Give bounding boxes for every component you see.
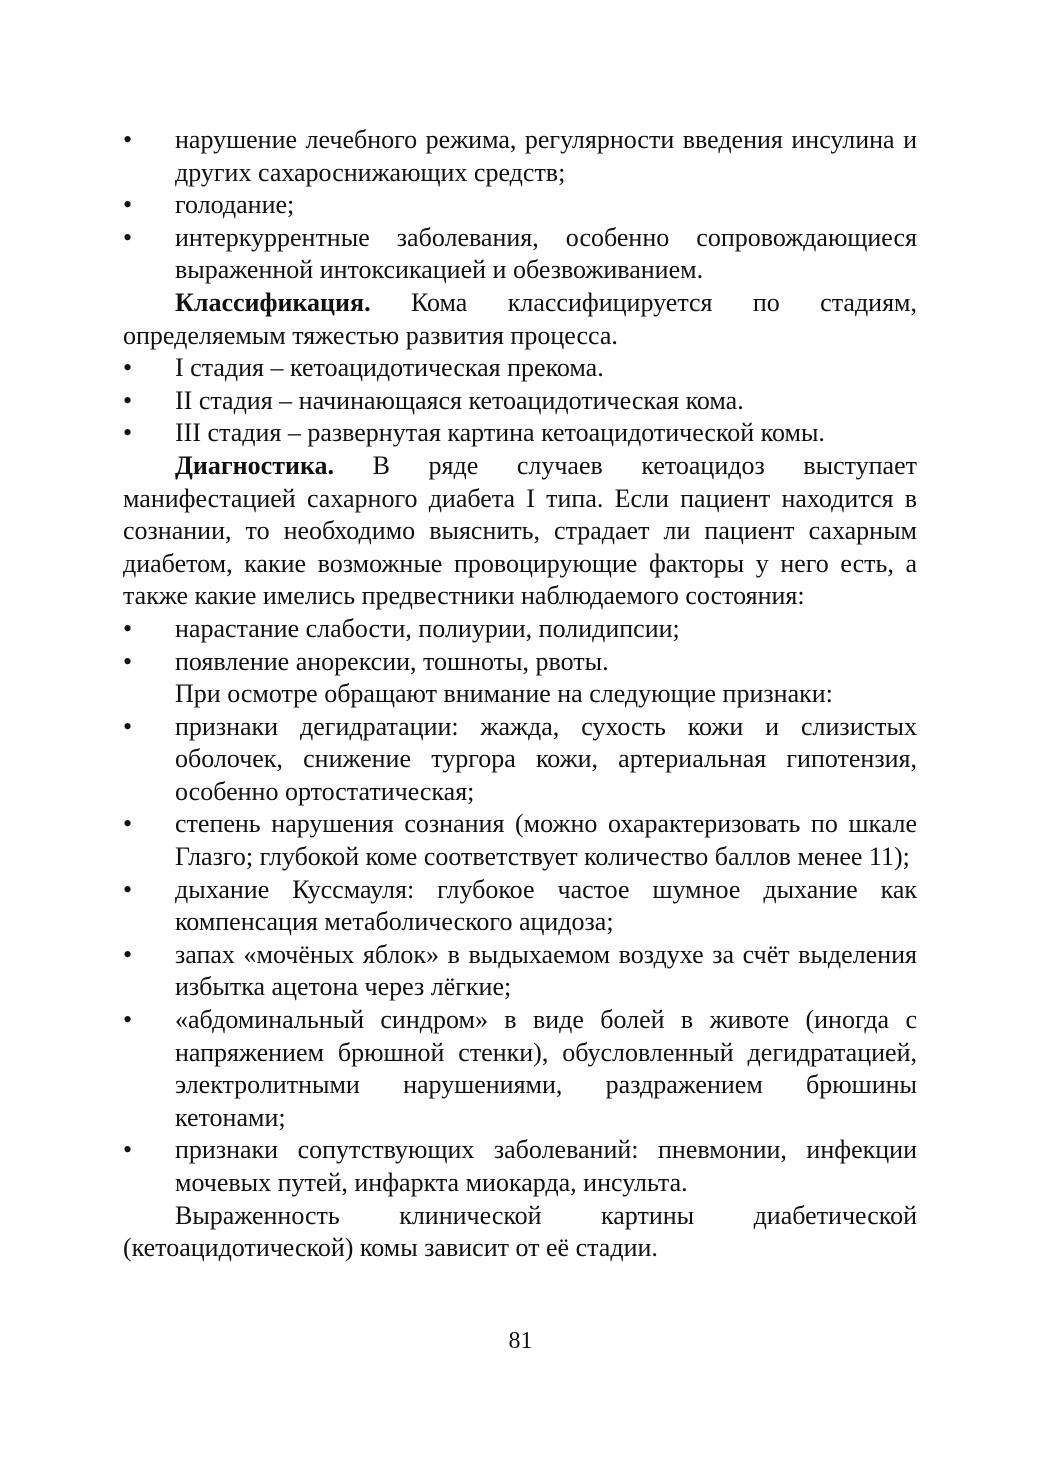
list-item-text: интеркуррентные заболевания, особенно сопровождающиеся выраженной интоксикацией и обезвоживанием. (175, 222, 917, 285)
classification-heading: Классификация. (175, 287, 371, 317)
bullet-icon: • (123, 711, 133, 741)
classification-paragraph (123, 287, 917, 352)
list-item (123, 222, 917, 287)
list-item (123, 874, 917, 939)
list-item (123, 1004, 917, 1134)
list-item (123, 808, 917, 873)
list-item (123, 385, 917, 418)
bullet-icon: • (123, 125, 133, 154)
signs-list (123, 711, 917, 1200)
bullet-icon: • (123, 190, 133, 220)
list-item (123, 711, 917, 809)
list-item (123, 417, 917, 450)
bullet-icon: • (123, 353, 133, 383)
page-number: 81 (508, 1328, 533, 1354)
list-item (123, 352, 917, 385)
list-item-text: нарастание слабости, полиурии, полидипсии; (175, 613, 680, 643)
list-item-text: признаки сопутствующих заболеваний: пневмонии, инфекции мочевых путей, инфаркта миокарда, инсульта. (175, 1135, 917, 1197)
precursors-list (123, 613, 917, 678)
bullet-icon: • (123, 1135, 133, 1165)
list-item (123, 1134, 917, 1199)
bullet-icon: • (123, 874, 133, 904)
list-item-text: I стадия – кетоацидотическая прекома. (175, 353, 604, 383)
list-item-text: степень нарушения сознания (можно охарактеризовать по шкале Глазго; глубокой коме соответствует количество баллов менее 11); (175, 809, 917, 872)
bullet-icon: • (123, 385, 133, 415)
bullet-icon: • (123, 222, 133, 252)
list-item (123, 613, 917, 646)
bullet-icon: • (123, 418, 133, 448)
list-item-text: III стадия – развернутая картина кетоацидотической комы. (175, 418, 825, 448)
list-item-text: запах «мочёных яблок» в выдыхаемом воздухе за счёт выделения избытка ацетона через лёгкие; (175, 939, 917, 1002)
list-item-text: «абдоминальный синдром» в виде болей в животе (иногда с напряжением брюшной стенки), обусловленный дегидратацией, электролитными нарушениями, раздражением брюшины кетонами; (175, 1005, 917, 1132)
list-item-text: появление анорексии, тошноты, рвоты. (175, 646, 609, 676)
exam-intro: При осмотре обращают внимание на следующие признаки: (175, 679, 833, 709)
list-item-text: голодание; (175, 190, 295, 220)
diagnostics-text: В ряде случаев кетоацидоз выступает манифестацией сахарного диабета I типа. Если пациент находится в сознании, то необходимо выяснить, страдает ли пациент сахарным диабетом, какие возможные провоцирующие факторы у него есть, а также какие имелись предвестники наблюдаемого состояния: (123, 450, 917, 611)
bullet-icon: • (123, 613, 133, 643)
bullet-icon: • (123, 646, 133, 676)
list-item (123, 189, 917, 222)
list-item-text: дыхание Куссмауля: глубокое частое шумное дыхание как компенсация метаболического ацидоза; (175, 874, 917, 937)
list-item (123, 124, 917, 189)
list-item (123, 939, 917, 1004)
closing-paragraph: Выраженность клинической картины диабетической (кетоацидотической) комы зависит от её стадии. (123, 1200, 917, 1263)
list-item-text: нарушение лечебного режима, регулярности введения инсулина и других сахароснижающих средств; (175, 125, 917, 187)
bullet-icon: • (123, 1005, 133, 1035)
diagnostics-paragraph (123, 450, 917, 613)
risk-factor-list (123, 124, 917, 287)
bullet-icon: • (123, 939, 133, 969)
classification-text: Кома классифицируется по стадиям, определяемым тяжестью развития процесса. (123, 287, 917, 350)
list-item (123, 646, 917, 679)
list-item-text: признаки дегидратации: жажда, сухость кожи и слизистых оболочек, снижение тургора кожи, артериальная гипотензия, особенно ортостатическая; (175, 711, 917, 806)
list-item-text: II стадия – начинающаяся кетоацидотическая кома. (175, 385, 744, 415)
page-body (123, 124, 917, 1265)
stages-list (123, 352, 917, 450)
bullet-icon: • (123, 809, 133, 839)
diagnostics-heading: Диагностика. (175, 450, 335, 480)
